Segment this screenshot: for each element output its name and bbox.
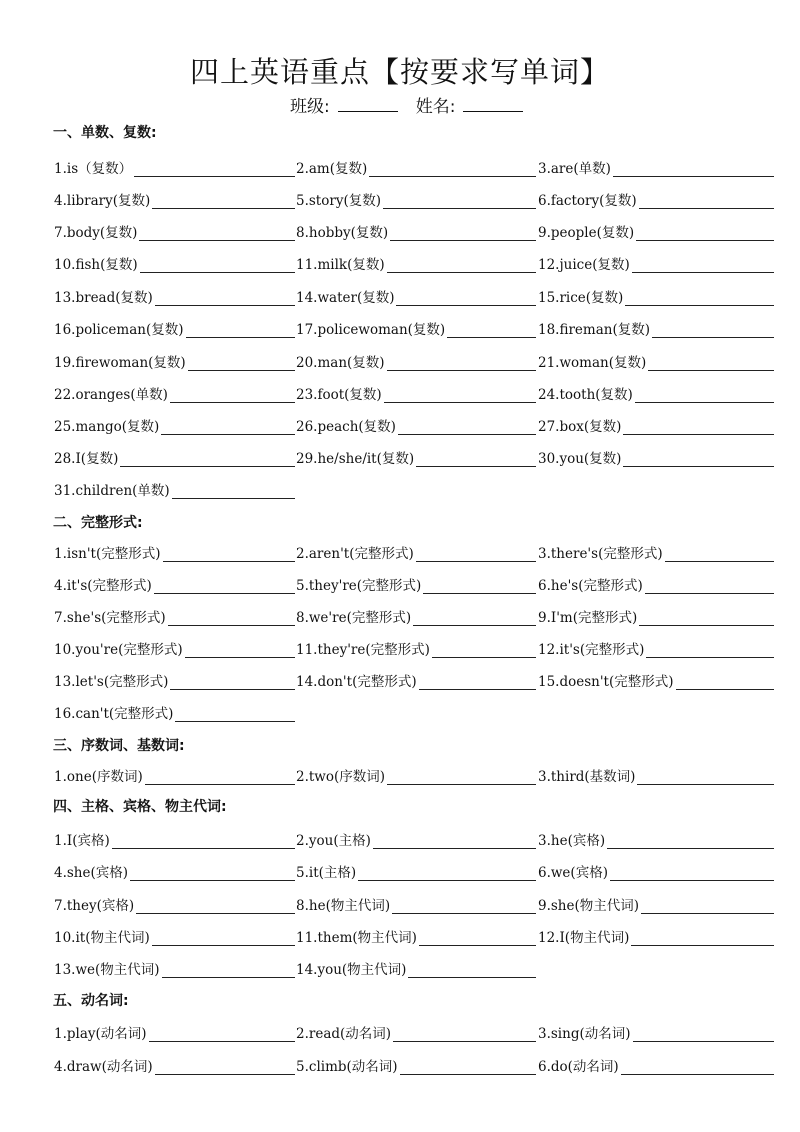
question-item xyxy=(296,1022,536,1042)
question-item xyxy=(296,415,536,435)
question-item xyxy=(54,1022,295,1042)
question-prompt: 11.them(物主代词) xyxy=(296,930,417,946)
answer-blank[interactable] xyxy=(373,835,536,849)
class-label: 班级: xyxy=(290,97,330,117)
student-info xyxy=(290,92,523,117)
question-prompt: 9.people(复数) xyxy=(538,225,635,241)
answer-blank[interactable] xyxy=(358,867,536,881)
answer-blank[interactable] xyxy=(145,771,295,785)
question-prompt: 27.box(复数) xyxy=(538,419,622,435)
question-prompt: 8.he(物主代词) xyxy=(296,898,391,914)
question-prompt: 4.she(宾格) xyxy=(54,865,129,881)
question-item xyxy=(296,1055,536,1075)
question-prompt: 14.don't(完整形式) xyxy=(296,674,417,690)
question-item xyxy=(54,1055,295,1075)
answer-blank[interactable] xyxy=(665,548,774,562)
answer-blank[interactable] xyxy=(400,1061,536,1075)
question-prompt: 4.it's(完整形式) xyxy=(54,578,152,594)
name-label: 姓名: xyxy=(415,97,456,117)
answer-blank[interactable] xyxy=(163,548,296,562)
answer-blank[interactable] xyxy=(652,324,774,338)
answer-blank[interactable] xyxy=(646,644,774,658)
question-item xyxy=(54,958,295,978)
question-prompt: 2.read(动名词) xyxy=(296,1026,392,1042)
answer-blank[interactable] xyxy=(175,708,295,722)
question-prompt: 3.third(基数词) xyxy=(538,769,636,785)
question-item xyxy=(54,574,295,594)
answer-blank[interactable] xyxy=(447,324,536,338)
answer-blank[interactable] xyxy=(161,421,295,435)
question-prompt: 5.climb(动名词) xyxy=(296,1059,398,1075)
question-item xyxy=(538,189,774,209)
question-prompt: 16.policeman(复数) xyxy=(54,322,184,338)
answer-blank[interactable] xyxy=(154,580,295,594)
question-prompt: 1.one(序数词) xyxy=(54,769,143,785)
answer-blank[interactable] xyxy=(625,292,774,306)
question-prompt: 15.doesn't(完整形式) xyxy=(538,674,674,690)
question-item xyxy=(538,351,774,371)
answer-blank[interactable] xyxy=(419,932,536,946)
answer-blank[interactable] xyxy=(186,324,295,338)
question-prompt: 9.she(物主代词) xyxy=(538,898,640,914)
answer-blank[interactable] xyxy=(134,163,295,177)
question-prompt: 22.oranges(单数) xyxy=(54,387,168,403)
name-blank[interactable] xyxy=(463,97,523,112)
question-prompt: 14.water(复数) xyxy=(296,290,395,306)
answer-blank[interactable] xyxy=(416,453,536,467)
answer-blank[interactable] xyxy=(383,195,536,209)
question-item xyxy=(296,829,536,849)
question-prompt: 13.we(物主代词) xyxy=(54,962,160,978)
question-item xyxy=(296,318,536,338)
answer-blank[interactable] xyxy=(139,227,295,241)
question-item xyxy=(296,157,536,177)
question-prompt: 2.aren't(完整形式) xyxy=(296,546,414,562)
section-heading: 五、动名词: xyxy=(53,993,129,1009)
answer-blank[interactable] xyxy=(387,771,536,785)
question-prompt: 2.two(序数词) xyxy=(296,769,386,785)
section-heading: 一、单数、复数: xyxy=(53,125,157,141)
question-prompt: 4.library(复数) xyxy=(54,193,151,209)
question-prompt: 2.am(复数) xyxy=(296,161,368,177)
question-item xyxy=(54,351,295,371)
question-item xyxy=(54,318,295,338)
answer-blank[interactable] xyxy=(408,964,536,978)
answer-blank[interactable] xyxy=(413,612,536,626)
question-item xyxy=(54,383,295,403)
question-item xyxy=(54,253,295,273)
answer-blank[interactable] xyxy=(419,676,536,690)
question-item xyxy=(538,221,774,241)
answer-blank[interactable] xyxy=(423,580,536,594)
question-item xyxy=(538,253,774,273)
answer-blank[interactable] xyxy=(130,867,295,881)
question-item xyxy=(538,1022,774,1042)
question-prompt: 6.factory(复数) xyxy=(538,193,637,209)
section-heading: 二、完整形式: xyxy=(53,515,143,531)
question-prompt: 3.he(宾格) xyxy=(538,833,606,849)
answer-blank[interactable] xyxy=(162,964,295,978)
question-item xyxy=(296,189,536,209)
question-prompt: 12.juice(复数) xyxy=(538,257,630,273)
question-prompt: 3.sing(动名词) xyxy=(538,1026,631,1042)
answer-blank[interactable] xyxy=(149,1028,295,1042)
question-item xyxy=(54,542,295,562)
answer-blank[interactable] xyxy=(648,357,774,371)
answer-blank[interactable] xyxy=(633,1028,775,1042)
question-prompt: 7.she's(完整形式) xyxy=(54,610,166,626)
question-prompt: 13.bread(复数) xyxy=(54,290,153,306)
question-item xyxy=(538,638,774,658)
question-prompt: 17.policewoman(复数) xyxy=(296,322,446,338)
answer-blank[interactable] xyxy=(432,644,536,658)
answer-blank[interactable] xyxy=(369,163,536,177)
answer-blank[interactable] xyxy=(398,421,536,435)
question-prompt: 7.they(宾格) xyxy=(54,898,135,914)
question-prompt: 13.let's(完整形式) xyxy=(54,674,169,690)
question-item xyxy=(54,479,295,499)
question-prompt: 11.they're(完整形式) xyxy=(296,642,430,658)
question-item xyxy=(296,542,536,562)
question-item xyxy=(54,447,295,467)
question-prompt: 5.it(主格) xyxy=(296,865,357,881)
answer-blank[interactable] xyxy=(387,259,536,273)
answer-blank[interactable] xyxy=(185,644,295,658)
question-prompt: 11.milk(复数) xyxy=(296,257,385,273)
question-prompt: 28.I(复数) xyxy=(54,451,119,467)
question-prompt: 20.man(复数) xyxy=(296,355,385,371)
question-item xyxy=(296,958,536,978)
question-item xyxy=(296,765,536,785)
question-prompt: 14.you(物主代词) xyxy=(296,962,407,978)
question-item xyxy=(538,574,774,594)
question-item xyxy=(296,286,536,306)
question-item xyxy=(296,351,536,371)
question-item xyxy=(54,638,295,658)
answer-blank[interactable] xyxy=(613,163,774,177)
question-item xyxy=(538,894,774,914)
question-prompt: 30.you(复数) xyxy=(538,451,622,467)
question-item xyxy=(538,542,774,562)
question-prompt: 26.peach(复数) xyxy=(296,419,396,435)
answer-blank[interactable] xyxy=(140,259,295,273)
question-item xyxy=(296,926,536,946)
question-item xyxy=(538,765,774,785)
answer-blank[interactable] xyxy=(639,612,774,626)
question-prompt: 6.do(动名词) xyxy=(538,1059,619,1075)
question-item xyxy=(54,702,295,722)
answer-blank[interactable] xyxy=(152,195,295,209)
question-prompt: 15.rice(复数) xyxy=(538,290,624,306)
question-item xyxy=(538,157,774,177)
question-prompt: 2.you(主格) xyxy=(296,833,371,849)
answer-blank[interactable] xyxy=(188,357,295,371)
answer-blank[interactable] xyxy=(610,867,774,881)
question-prompt: 25.mango(复数) xyxy=(54,419,160,435)
question-item xyxy=(54,157,295,177)
question-item xyxy=(54,670,295,690)
answer-blank[interactable] xyxy=(136,900,295,914)
question-prompt: 9.I'm(完整形式) xyxy=(538,610,638,626)
question-prompt: 8.hobby(复数) xyxy=(296,225,389,241)
question-item xyxy=(296,670,536,690)
question-prompt: 1.is（复数） xyxy=(54,161,133,177)
answer-blank[interactable] xyxy=(623,421,774,435)
question-prompt: 6.we(宾格) xyxy=(538,865,608,881)
question-prompt: 7.body(复数) xyxy=(54,225,138,241)
question-item xyxy=(54,894,295,914)
answer-blank[interactable] xyxy=(392,900,536,914)
answer-blank[interactable] xyxy=(120,453,295,467)
question-prompt: 1.I(宾格) xyxy=(54,833,110,849)
question-item xyxy=(538,926,774,946)
question-prompt: 5.they're(完整形式) xyxy=(296,578,422,594)
answer-blank[interactable] xyxy=(170,676,295,690)
question-item xyxy=(538,447,774,467)
question-item xyxy=(538,829,774,849)
question-item xyxy=(54,415,295,435)
question-prompt: 4.draw(动名词) xyxy=(54,1059,153,1075)
question-item xyxy=(296,383,536,403)
answer-blank[interactable] xyxy=(636,227,774,241)
page-title: 四上英语重点【按要求写单词】 xyxy=(189,55,610,89)
question-prompt: 5.story(复数) xyxy=(296,193,381,209)
question-item xyxy=(296,253,536,273)
question-item xyxy=(296,861,536,881)
question-item xyxy=(538,1055,774,1075)
question-prompt: 23.foot(复数) xyxy=(296,387,382,403)
answer-blank[interactable] xyxy=(637,771,774,785)
question-prompt: 10.you're(完整形式) xyxy=(54,642,183,658)
question-item xyxy=(296,638,536,658)
question-item xyxy=(54,765,295,785)
question-prompt: 10.it(物主代词) xyxy=(54,930,150,946)
answer-blank[interactable] xyxy=(676,676,774,690)
answer-blank[interactable] xyxy=(152,932,295,946)
question-prompt: 12.it's(完整形式) xyxy=(538,642,645,658)
question-prompt: 29.he/she/it(复数) xyxy=(296,451,415,467)
question-item xyxy=(538,415,774,435)
question-item xyxy=(54,221,295,241)
answer-blank[interactable] xyxy=(607,835,774,849)
class-blank[interactable] xyxy=(338,97,398,112)
section-heading: 三、序数词、基数词: xyxy=(53,738,185,754)
question-prompt: 16.can't(完整形式) xyxy=(54,706,174,722)
question-item xyxy=(296,221,536,241)
answer-blank[interactable] xyxy=(170,389,295,403)
question-item xyxy=(54,861,295,881)
answer-blank[interactable] xyxy=(632,259,774,273)
answer-blank[interactable] xyxy=(621,1061,774,1075)
question-item xyxy=(296,894,536,914)
answer-blank[interactable] xyxy=(645,580,774,594)
question-item xyxy=(54,926,295,946)
question-item xyxy=(54,286,295,306)
question-prompt: 18.fireman(复数) xyxy=(538,322,650,338)
question-item xyxy=(538,670,774,690)
question-prompt: 19.firewoman(复数) xyxy=(54,355,186,371)
answer-blank[interactable] xyxy=(390,227,536,241)
answer-blank[interactable] xyxy=(623,453,774,467)
question-item xyxy=(296,447,536,467)
answer-blank[interactable] xyxy=(172,485,295,499)
answer-blank[interactable] xyxy=(112,835,295,849)
question-item xyxy=(296,606,536,626)
answer-blank[interactable] xyxy=(641,900,774,914)
question-prompt: 21.woman(复数) xyxy=(538,355,647,371)
section-heading: 四、主格、宾格、物主代词: xyxy=(53,799,227,815)
question-prompt: 8.we're(完整形式) xyxy=(296,610,412,626)
answer-blank[interactable] xyxy=(416,548,536,562)
answer-blank[interactable] xyxy=(639,195,774,209)
question-item xyxy=(54,829,295,849)
answer-blank[interactable] xyxy=(635,389,774,403)
question-prompt: 31.children(单数) xyxy=(54,483,170,499)
question-prompt: 1.play(动名词) xyxy=(54,1026,147,1042)
question-item xyxy=(538,606,774,626)
question-item xyxy=(538,861,774,881)
question-item xyxy=(538,383,774,403)
question-prompt: 3.are(单数) xyxy=(538,161,611,177)
question-prompt: 24.tooth(复数) xyxy=(538,387,633,403)
answer-blank[interactable] xyxy=(384,389,536,403)
question-item xyxy=(296,574,536,594)
answer-blank[interactable] xyxy=(396,292,536,306)
answer-blank[interactable] xyxy=(168,612,295,626)
question-prompt: 3.there's(完整形式) xyxy=(538,546,663,562)
question-item xyxy=(538,318,774,338)
answer-blank[interactable] xyxy=(631,932,774,946)
question-prompt: 10.fish(复数) xyxy=(54,257,138,273)
question-prompt: 6.he's(完整形式) xyxy=(538,578,643,594)
question-item xyxy=(54,606,295,626)
question-prompt: 12.I(物主代词) xyxy=(538,930,630,946)
question-item xyxy=(538,286,774,306)
answer-blank[interactable] xyxy=(387,357,536,371)
question-prompt: 1.isn't(完整形式) xyxy=(54,546,161,562)
question-item xyxy=(54,189,295,209)
answer-blank[interactable] xyxy=(155,1061,295,1075)
answer-blank[interactable] xyxy=(393,1028,536,1042)
answer-blank[interactable] xyxy=(155,292,295,306)
